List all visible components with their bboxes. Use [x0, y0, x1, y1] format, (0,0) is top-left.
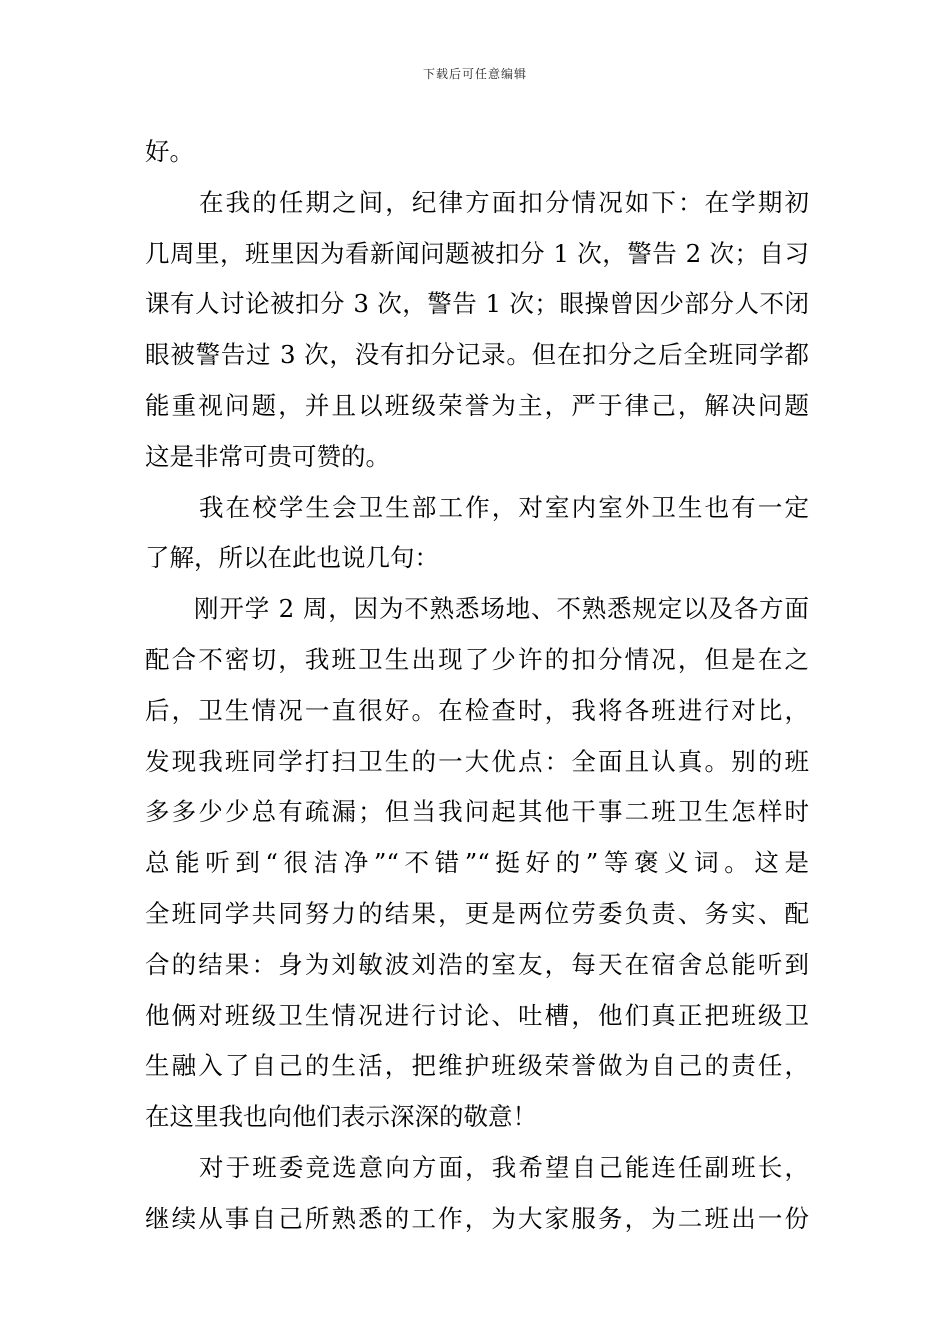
paragraph-line: 刚开学 2 周，因为不熟悉场地、不熟悉规定以及各方面: [194, 594, 809, 624]
paragraph-line: 我在校学生会卫生部工作，对室内室外卫生也有一定: [199, 492, 809, 522]
document-body: [145, 127, 809, 1245]
paragraph-line: 生融入了自己的生活，把维护班级荣誉做为自己的责任，: [145, 1051, 809, 1081]
paragraph-line: 眼被警告过 3 次，没有扣分记录。但在扣分之后全班同学都: [145, 340, 809, 370]
paragraph-line: 在这里我也向他们表示深深的敬意！: [145, 1102, 537, 1132]
paragraph-line: 继续从事自己所熟悉的工作，为大家服务，为二班出一份: [145, 1203, 809, 1233]
paragraph-line: 这是非常可贵可赞的。: [145, 441, 390, 471]
paragraph-line: 在我的任期之间，纪律方面扣分情况如下：在学期初: [199, 187, 809, 217]
page-header: 下载后可任意编辑: [422, 67, 527, 81]
paragraph-line: 能重视问题，并且以班级荣誉为主，严于律己，解决问题: [145, 390, 809, 420]
paragraph-line: 对于班委竞选意向方面，我希望自己能连任副班长，: [199, 1152, 809, 1182]
paragraph-line: 了解，所以在此也说几句：: [145, 543, 439, 573]
paragraph-line: 全班同学共同努力的结果，更是两位劳委负责、务实、配: [145, 898, 809, 928]
paragraph-line: 总能听到“很洁净”“不错”“挺好的”等褒义词。这是: [145, 848, 809, 878]
paragraph-line: 好。: [145, 137, 194, 166]
paragraph-line: 多多少少总有疏漏；但当我问起其他干事二班卫生怎样时: [145, 797, 809, 827]
paragraph-line: 发现我班同学打扫卫生的一大优点：全面且认真。别的班: [145, 746, 809, 776]
paragraph-line: 他俩对班级卫生情况进行讨论、吐槽，他们真正把班级卫: [145, 1000, 809, 1030]
paragraph-line: 几周里，班里因为看新闻问题被扣分 1 次，警告 2 次；自习: [145, 238, 809, 268]
paragraph-line: 课有人讨论被扣分 3 次，警告 1 次；眼操曾因少部分人不闭: [145, 289, 809, 319]
paragraph-line: 合的结果：身为刘敏波刘浩的室友，每天在宿舍总能听到: [145, 949, 809, 979]
paragraph-line: 后，卫生情况一直很好。在检查时，我将各班进行对比，: [145, 695, 809, 725]
paragraph-line: 配合不密切，我班卫生出现了少许的扣分情况，但是在之: [145, 644, 809, 674]
